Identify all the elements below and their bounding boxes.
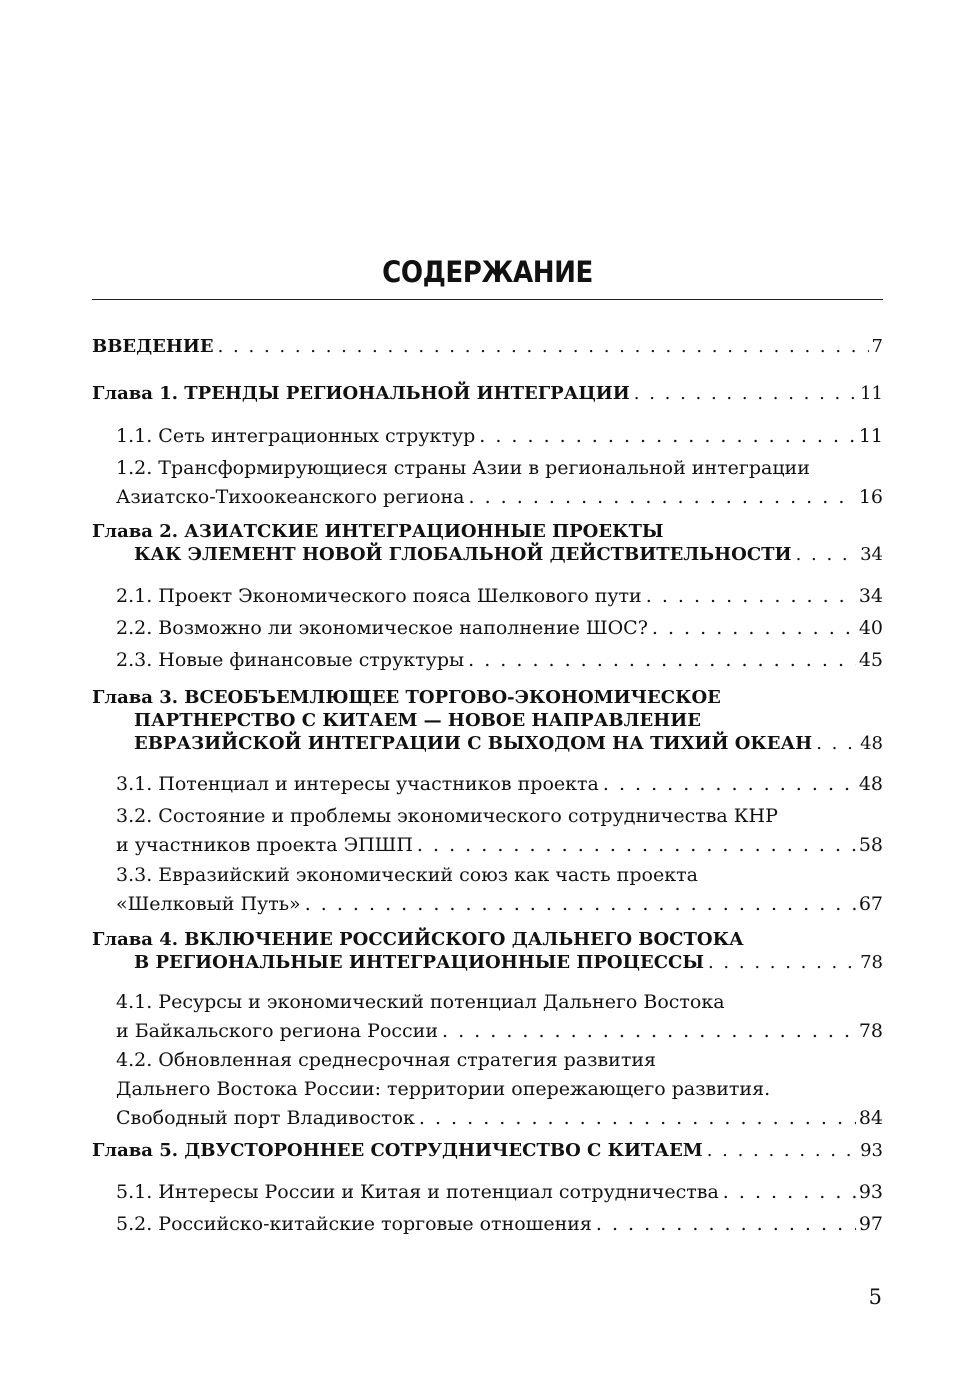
toc-entry-title-continued: В РЕГИОНАЛЬНЫЕ ИНТЕГРАЦИОННЫЕ ПРОЦЕССЫ <box>134 952 704 973</box>
toc-entry-title: 4.1. Ресурсы и экономический потенциал Дальнего Востока <box>116 991 725 1013</box>
toc-entry-section-1-1[interactable] <box>116 422 883 451</box>
toc-entry-chapter-3[interactable] <box>92 686 883 755</box>
leader-dots <box>816 732 857 755</box>
toc-page-number: 93 <box>858 1181 883 1203</box>
toc-page-number: 40 <box>858 617 883 639</box>
toc-entry-title: 1.2. Трансформирующиеся страны Азии в региональной интеграции <box>116 457 810 479</box>
toc-entry-chapter-1[interactable] <box>92 382 883 405</box>
toc-entry-section-2-3[interactable] <box>116 646 883 675</box>
leader-dots <box>479 422 856 451</box>
leader-dots <box>469 483 856 512</box>
toc-entry-title: 3.3. Евразийский экономический союз как часть проекта <box>116 864 698 886</box>
toc-page-number: 48 <box>858 773 883 795</box>
toc-page-number: 78 <box>858 1020 883 1042</box>
leader-dots <box>708 951 857 974</box>
leader-dots <box>218 335 869 358</box>
toc-page-number: 97 <box>858 1213 883 1235</box>
toc-entry-section-5-1[interactable] <box>116 1178 883 1207</box>
leader-dots <box>442 1017 856 1046</box>
toc-entry-section-5-2[interactable] <box>116 1210 883 1239</box>
toc-entry-section-4-1[interactable] <box>116 988 883 1046</box>
toc-entry-title: 2.3. Новые финансовые структуры <box>116 649 465 671</box>
toc-entry-chapter-4[interactable] <box>92 928 883 974</box>
toc-entry-title: Глава 1. ТРЕНДЫ РЕГИОНАЛЬНОЙ ИНТЕГРАЦИИ <box>92 383 630 404</box>
toc-entry-title: 4.2. Обновленная среднесрочная стратегия развития <box>116 1049 656 1071</box>
toc-entry-title-continued: Свободный порт Владивосток <box>116 1107 415 1129</box>
toc-entry-section-3-3[interactable] <box>116 861 883 919</box>
toc-page-number: 48 <box>860 733 883 754</box>
toc-entry-chapter-2[interactable] <box>92 520 883 566</box>
page-title: СОДЕРЖАНИЕ <box>382 255 593 289</box>
toc-page-number: 16 <box>858 486 883 508</box>
toc-entry-title-continued: КАК ЭЛЕМЕНТ НОВОЙ ГЛОБАЛЬНОЙ ДЕЙСТВИТЕЛЬНОСТИ <box>134 544 792 565</box>
toc-entry-section-1-2[interactable] <box>116 454 883 512</box>
leader-dots <box>646 582 856 611</box>
toc-entry-title: 1.1. Сеть интеграционных структур <box>116 425 476 447</box>
leader-dots <box>796 543 858 566</box>
toc-entry-section-3-1[interactable] <box>116 770 883 799</box>
toc-entry-title: Глава 4. ВКЛЮЧЕНИЕ РОССИЙСКОГО ДАЛЬНЕГО ВОСТОКА <box>92 929 744 950</box>
toc-page-number: 78 <box>860 952 883 973</box>
toc-entry-chapter-5[interactable] <box>92 1139 883 1162</box>
toc-entry-title-continued: «Шелковый Путь» <box>116 893 301 915</box>
toc-entry-section-2-1[interactable] <box>116 582 883 611</box>
toc-entry-title-continued: ПАРТНЕРСТВО С КИТАЕМ — НОВОЕ НАПРАВЛЕНИЕ <box>134 710 701 731</box>
toc-page-number: 34 <box>860 544 883 565</box>
toc-entry-section-3-2[interactable] <box>116 802 883 860</box>
toc-entry-title: Глава 2. АЗИАТСКИЕ ИНТЕГРАЦИОННЫЕ ПРОЕКТЫ <box>92 521 664 542</box>
toc-page-number: 11 <box>860 383 883 404</box>
toc-entry-title: Глава 3. ВСЕОБЪЕМЛЮЩЕЕ ТОРГОВО-ЭКОНОМИЧЕСКОЕ <box>92 687 721 708</box>
toc-entry-title-continued: ЕВРАЗИЙСКОЙ ИНТЕГРАЦИИ С ВЫХОДОМ НА ТИХИЙ ОКЕАН <box>134 733 813 754</box>
toc-entry-title-continued: Азиатско-Тихоокеанского региона <box>116 486 465 508</box>
leader-dots <box>634 382 857 405</box>
leader-dots <box>419 1104 856 1133</box>
leader-dots <box>305 890 856 919</box>
leader-dots <box>723 1178 856 1207</box>
toc-page-number: 7 <box>871 336 883 357</box>
toc-page-number: 11 <box>858 425 883 447</box>
leader-dots <box>603 770 856 799</box>
toc-page-number: 58 <box>858 834 883 856</box>
leader-dots <box>596 1210 856 1239</box>
title-divider <box>92 299 883 300</box>
toc-entry-title: 5.2. Российско-китайские торговые отношения <box>116 1213 592 1235</box>
toc-entry-title: 3.1. Потенциал и интересы участников проекта <box>116 773 599 795</box>
toc-page-number: 84 <box>858 1107 883 1129</box>
toc-page-number: 34 <box>858 585 883 607</box>
toc-entry-section-4-2[interactable] <box>116 1046 883 1133</box>
leader-dots <box>468 646 856 675</box>
toc-page-number: 93 <box>860 1140 883 1161</box>
leader-dots <box>652 614 856 643</box>
toc-entry-title: 5.1. Интересы России и Китая и потенциал сотрудничества <box>116 1181 719 1203</box>
toc-entry-title-continued: и участников проекта ЭПШП <box>116 834 413 856</box>
toc-entry-title: 3.2. Состояние и проблемы экономического сотрудничества КНР <box>116 805 778 827</box>
toc-entry-introduction[interactable] <box>92 335 883 358</box>
toc-entry-title-continued: Дальнего Востока России: территории опережающего развития. <box>116 1078 771 1100</box>
toc-entry-title: ВВЕДЕНИЕ <box>92 336 214 357</box>
toc-page-number: 67 <box>858 893 883 915</box>
toc-entry-title: 2.1. Проект Экономического пояса Шелкового пути <box>116 585 642 607</box>
toc-page-number: 45 <box>858 649 883 671</box>
leader-dots <box>417 831 856 860</box>
toc-entry-section-2-2[interactable] <box>116 614 883 643</box>
toc-entry-title-continued: и Байкальского региона России <box>116 1020 438 1042</box>
leader-dots <box>707 1139 857 1162</box>
toc-entry-title: 2.2. Возможно ли экономическое наполнение ШОС? <box>116 617 648 639</box>
toc-entry-title: Глава 5. ДВУСТОРОННЕЕ СОТРУДНИЧЕСТВО С КИТАЕМ <box>92 1140 703 1161</box>
page-number: 5 <box>868 1285 882 1309</box>
